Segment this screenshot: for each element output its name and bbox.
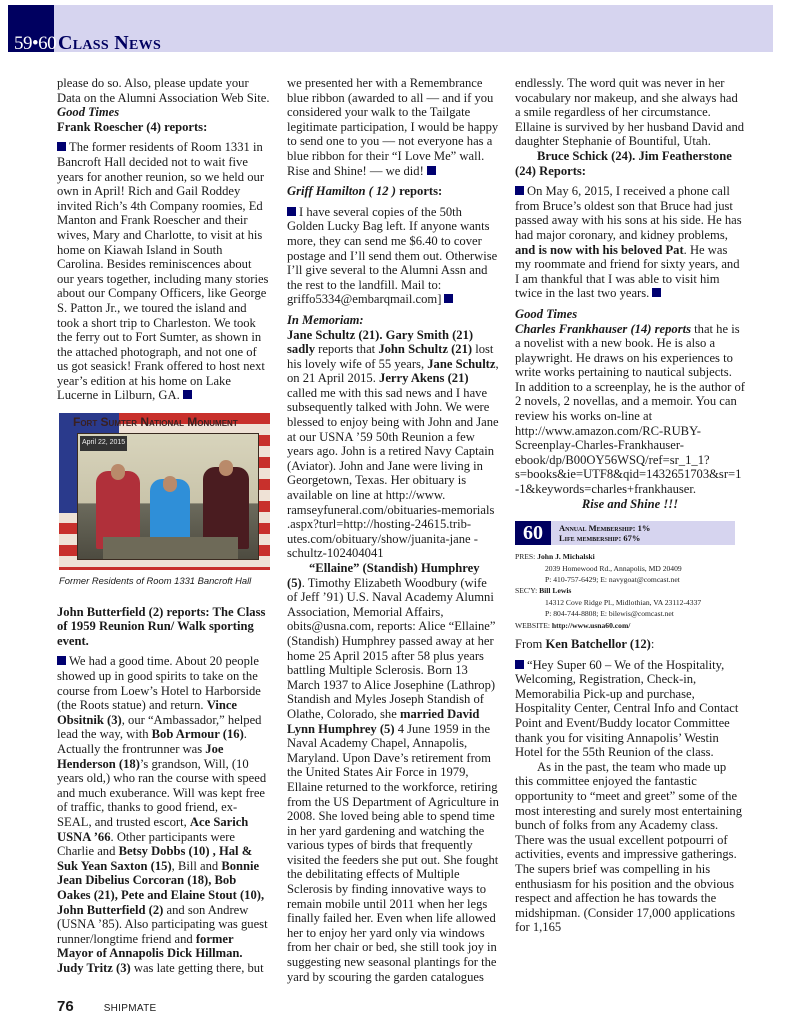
text-run: . Timothy Elizabeth Woodbury (wife of Jeff ’91) U.S. Naval Academy Alumni Association, Memorial Affairs, obits@usna.com, reports: Alice “Ellaine” (Standish) Humphrey passed away at her home 25 April 2015 after 58 plus years battling Multiple Sclerosis. Born 13 March 1937 to Alice Josephine (Lathrop) Standish and Myles Joseph Standish of Olathe, Colorado, she	[287, 575, 496, 721]
class-years-box	[8, 5, 57, 54]
life-membership: Life membership: 67%	[559, 533, 641, 544]
class-years: 59•60	[14, 33, 57, 54]
text-run: reports that	[315, 342, 379, 357]
text-run: Ken Batchellor (12)	[545, 637, 651, 652]
column-1-text-top	[57, 76, 271, 403]
paragraph	[287, 76, 499, 178]
text-run: John Butterfield (2) reports: The Class of 1959 Reunion Run/ Walk sporting event.	[57, 604, 266, 648]
text-run: In Memoriam:	[287, 312, 364, 327]
section-header	[8, 5, 773, 52]
text-run: “Hey Super 60 – We of the Hospitality, Welcoming, Registration, Check-in, Memorabilia Pick-up and purchase, Hospitality Center, Central Info and Contact Point and Event/Buddy locator Committee thank you for visiting Annapolis’ Westin Hotel for the 55th Reunion of the class.	[515, 657, 739, 760]
square-bullet-icon	[444, 294, 453, 303]
paragraph	[287, 205, 499, 307]
text-run: Bob Armour (16)	[151, 727, 244, 742]
text-run: . He was my roommate and friend for sixty years, and I am thankful that I was able to visit him twice in the last two years.	[515, 242, 740, 301]
text-run: ’s grandson, Will, (10 years old,) who ran the course with speed and much exuberance. Will was kept free of traffic, thanks to good friend, ex-SEAL, and trusted escort,	[57, 756, 267, 829]
text-run: please do so. Also, please update your Data on the Alumni Association Web Site.	[57, 76, 270, 105]
text-run: lost his lovely wife of 55 years,	[287, 342, 494, 371]
class-officers	[515, 551, 745, 631]
square-bullet-icon	[183, 390, 192, 399]
text-run: Griff Hamilton ( 12 )	[287, 184, 396, 199]
text-run: , Bill and	[171, 858, 222, 873]
text-run: Bonnie Jean Dibelius Corcoran (18), Bob Oakes (21), Pete and Elaine Stout (10), John Butterfield (2)	[57, 858, 265, 917]
person-head	[163, 476, 177, 492]
paragraph	[515, 149, 745, 178]
text-run: was late getting there, but	[130, 960, 264, 975]
text-run: and is now with his beloved Pat	[515, 242, 684, 257]
paragraph	[515, 497, 745, 512]
class-60-banner	[515, 521, 735, 545]
text-run: 4 June 1959 in the Naval Academy Chapel, Annapolis, Maryland. Upon Dave’s retirement from the United States Air Force in 1979, Ellaine returned to the workforce, retiring from the US Department of Agriculture in 2008. She loved being able to spend time in her yard gardening and watching the various types of birds that frequently visited the feeders she put out. She fought the debilitating effects of Multiple Sclerosis by finding innovative ways to remain mobile until 2011 when her legs finally failed her. Even when life allowed her to enjoy her yard only via windows from her chair or bed, she still took joy in suggesting new seasonal plantings for the yard by scouring the garden catalogues	[287, 721, 499, 984]
column-2-text	[287, 76, 499, 984]
pres-name: John J. Michalski	[537, 552, 595, 562]
square-bullet-icon	[57, 656, 66, 665]
text-run: “Ellaine” (Standish) Humphrey (5)	[287, 561, 480, 590]
paragraph	[515, 637, 745, 652]
text-run: endlessly. The word quit was never in her vocabulary nor makeup, and she always had a smile regardless of her circumstance. Ellaine is survived by her husband David and daughter Stephanie of Bountiful, Utah.	[515, 76, 745, 149]
class-number: 60	[515, 521, 551, 545]
column-2	[287, 76, 499, 984]
text-run: , on 21 April 2015.	[287, 356, 499, 386]
paragraph	[287, 561, 499, 984]
text-run: . Actually the frontrunner was	[57, 727, 247, 756]
photo-caption: Former Residents of Room 1331 Bancroft Hall	[59, 575, 252, 587]
square-bullet-icon	[57, 142, 66, 151]
square-bullet-icon	[515, 186, 524, 195]
column-3-text-top	[515, 76, 745, 511]
pres-label: PRES:	[515, 552, 536, 562]
text-run: that he is a novelist with a new book. He is also a playwright. He draws on his experiences to write works pertaining to nautical subjects. In addition to a screenplay, he is the author of 2 novels, 2 novellas, and a memoir. You can review his works on-line at http://www.amazon.com/RC-RUBY-Screenplay-Charles-Frankhauser-ebook/dp/B00OY56WSQ/ref=sr_1_1?s=books&ie=UTF8&qid=1432651703&sr=1-1&keywords=charles+frankhauser.	[515, 321, 745, 497]
text-run: former Mayor of Annapolis Dick Hillman.	[57, 931, 243, 961]
column-1	[57, 76, 271, 976]
text-run: . Other participants were Charlie and	[57, 829, 236, 859]
paragraph	[287, 328, 499, 562]
page-footer	[57, 998, 156, 1016]
text-run: Charles Frankhauser (14) reports	[515, 321, 691, 336]
text-run: we presented her with a Remembrance blue ribbon (awarded to all — and if you considered your walk to the Tailgate legitimate participation, I would be happy to send one to you — not everyone has a blue ribbon for their “I Love Me” wall. Rise and Shine! — we did!	[287, 76, 499, 178]
column-1-text-bottom	[57, 605, 271, 976]
page-number: 76	[57, 998, 74, 1015]
square-bullet-icon	[652, 288, 661, 297]
text-run: Betsy Dobbs (10) , Hal & Suk Yean Saxton (15)	[57, 844, 253, 873]
secy-name: Bill Lewis	[539, 586, 572, 596]
text-run: Jane Schultz (21). Gary Smith (21) sadly	[287, 327, 474, 357]
text-run: Ace Sarich USNA ’66	[57, 814, 249, 844]
paragraph	[515, 184, 745, 301]
text-run: Vince Obsitnik (3)	[57, 698, 237, 727]
paragraph	[515, 658, 745, 760]
paragraph	[57, 105, 271, 120]
square-bullet-icon	[427, 166, 436, 175]
square-bullet-icon	[515, 660, 524, 669]
column-3	[515, 76, 745, 935]
paragraph	[287, 184, 499, 199]
secy-address: 14312 Cove Ridge Pl., Midlothian, VA 23112-4337	[545, 597, 702, 607]
person-head	[219, 460, 233, 476]
text-run: Judy Tritz (3)	[57, 960, 131, 975]
paragraph	[287, 313, 499, 328]
square-bullet-icon	[287, 207, 296, 216]
text-run: On May 6, 2015, I received a phone call from Bruce’s oldest son that Bruce had just passed away with his sons at his side. He has had major coronary, and kidney problems,	[515, 184, 742, 242]
text-run: We had a good time. About 20 people showed up in good spirits to take on the course from Loew’s Hotel to Harborside (the Roots statue) and return.	[57, 654, 261, 713]
fort-model	[103, 537, 238, 559]
text-run: From	[515, 637, 546, 652]
text-run: Frank Roescher (4) reports:	[57, 119, 208, 134]
text-run: and son Andrew (USNA ’85). Also participating was guest runner/longtime friend and	[57, 902, 268, 946]
paragraph	[57, 654, 271, 975]
text-run: called me with this sad news and I have subsequently talked with John. We were blessed to enjoy being with John and Jane at our USNA ’59 50th Reunion a few years ago. John is a retired Navy Captain (Aviator). John and Jane were living in Georgetown, Texas. Her obituary is available on line at http://www. ramseyfuneral.com/obituaries-memorials .aspx?turl=http://hosting-24615.trib-utes.com/obituary/show/juanita-jane -schultz-102404041	[287, 385, 499, 561]
text-run: Jerry Akens (21)	[379, 371, 469, 386]
paragraph	[515, 322, 745, 497]
paragraph	[515, 76, 745, 149]
text-run: Joe Henderson (18)	[57, 742, 224, 771]
website-label: WEBSITE:	[515, 620, 551, 630]
secy-label: SEC'Y:	[515, 586, 538, 596]
annual-membership: Annual Membership: 1%	[559, 523, 651, 534]
text-run: John Schultz (21)	[378, 342, 473, 357]
text-run: Good Times	[57, 105, 120, 120]
magazine-name: SHIPMATE	[103, 1003, 157, 1014]
section-title: Class News	[58, 32, 162, 54]
secy-contact: P: 804-744-8808; E: bilewis@comcast.net	[545, 609, 674, 619]
paragraph	[57, 140, 271, 403]
paragraph	[57, 605, 271, 649]
text-run: Jane Schultz	[427, 356, 496, 371]
photo-sign-text: Fort Sumter National Monument	[73, 415, 238, 430]
paragraph	[515, 307, 745, 322]
text-run: Good Times	[515, 306, 578, 321]
paragraph	[515, 760, 745, 935]
text-run: Rise and Shine !!!	[581, 496, 679, 511]
text-run: :	[650, 637, 655, 652]
text-run: The former residents of Room 1331 in Bancroft Hall decided not to wait five years for another reunion, so we held our own in April! Rich and Gail Roddey invited Rich’s 4th Company roomies, Ed Manton and Frank Roescher and their wives, Mary and Charlotte, to visit at his home on Kiawah Island in South Carolina. Besides reminiscences about our years together, including many stories about our Company Officers, like George S. Patton Jr., we toured the island and took a short trip to Charleston. We took the ferry out to Fort Sumter, as shown in the attached photograph, and not one of us got seasick! Frank offered to host next year’s edition at his home on Lake Lucerne in Lilburn, GA.	[57, 140, 269, 403]
pres-contact: P: 410-757-6429; E: navygoat@comcast.net	[545, 575, 680, 585]
photo-inner	[77, 433, 259, 560]
text-run: I have several copies of the 50th Golden Lucky Bag left. If anyone wants more, they can send me $6.40 to cover postage and I’ll send them out. Otherwise I’ll give several to the Alumni Assn and the rest to the landfill. Mail to: griffo5334@embarqmail.com]	[287, 204, 498, 307]
text-run: Bruce Schick (24). Jim Featherstone (24) Reports:	[515, 148, 732, 178]
photo-date-stamp: April 22, 2015	[80, 436, 127, 451]
text-run: reports:	[395, 184, 443, 199]
reunion-photo	[59, 413, 270, 570]
text-run: married David Lynn Humphrey (5)	[287, 706, 480, 736]
column-3-text-bottom	[515, 637, 745, 935]
paragraph	[57, 120, 271, 135]
text-run: As in the past, the team who made up this committee enjoyed the fantastic opportunity to “meet and greet” some of the most interesting and surely most entertaining bunch of folks from any Academy class. There was the usual excellent potpourri of activities, events and impressive gatherings. The supers brief was compelling in his enthusiasm for his position and the obvious respect and affection he has towards the midshipman. (Consider 17,000 applications for 1,165	[515, 759, 742, 935]
paragraph	[57, 76, 271, 105]
website-link[interactable]: http://www.usna60.com/	[551, 620, 631, 630]
membership-stats	[559, 523, 650, 543]
pres-address: 2039 Homewood Rd., Annapolis, MD 20409	[545, 563, 682, 573]
text-run: , our “Ambassador,” helped lead the way, with	[57, 712, 262, 742]
person-head	[111, 464, 125, 480]
